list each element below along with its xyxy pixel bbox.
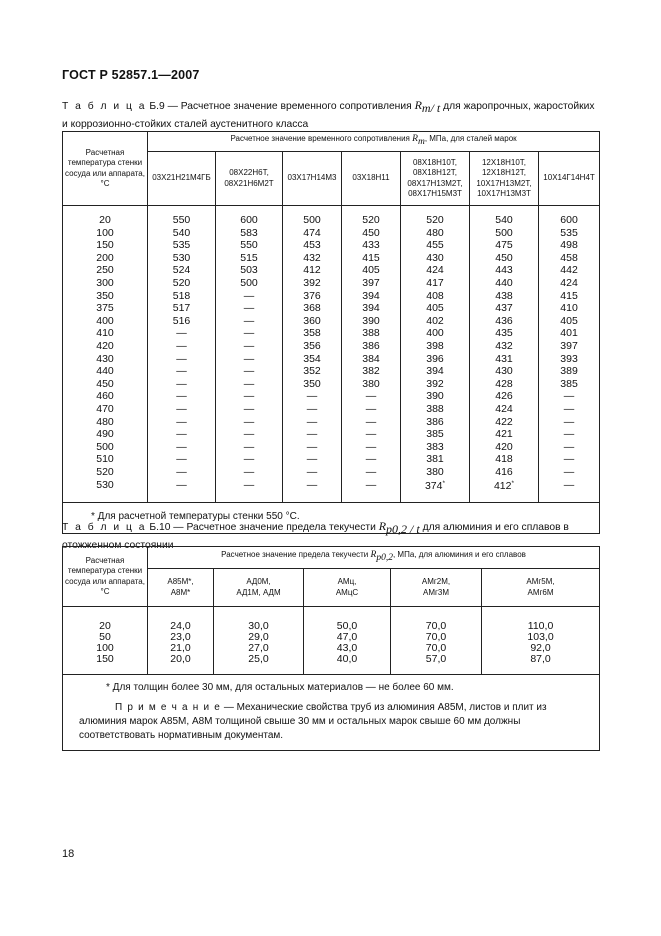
value-cell: —	[148, 327, 216, 340]
table-row	[63, 441, 600, 454]
value-cell: 420	[470, 441, 539, 454]
value-cell: 27,0	[214, 643, 304, 654]
value-cell: 540	[470, 214, 539, 227]
value-cell: 500	[216, 277, 283, 290]
value-cell: 400	[401, 327, 470, 340]
value-cell: —	[216, 416, 283, 429]
table-b10-note: П р и м е ч а н и е — Механические свойства труб из алюминия А85М, листов и плит из алюминия марок А85М, А8М толщиной свыше 30 мм и остальных марок свыше 60 мм должны соответствовать нормативным документам.	[79, 702, 547, 741]
value-cell: —	[539, 403, 600, 416]
value-cell: 600	[539, 214, 600, 227]
temperature-cell: 20	[63, 214, 148, 227]
value-cell: 517	[148, 302, 216, 315]
value-cell: 442	[539, 264, 600, 277]
value-cell: 424	[470, 403, 539, 416]
temperature-cell: 440	[63, 365, 148, 378]
value-cell: —	[342, 403, 401, 416]
value-cell: 23,0	[148, 632, 214, 643]
caption-subscript: m/ t	[421, 101, 441, 116]
value-cell: 390	[342, 315, 401, 328]
table-b9-footnote: * Для расчетной температуры стенки 550 °С.	[63, 503, 600, 534]
table-row	[63, 239, 600, 252]
caption-number: Б.10	[149, 522, 171, 533]
value-cell: 390	[401, 390, 470, 403]
value-cell: 405	[539, 315, 600, 328]
temperature-cell: 420	[63, 340, 148, 353]
value-cell: 388	[401, 403, 470, 416]
value-cell: 417	[401, 277, 470, 290]
group-header: Расчетное значение предела текучести $R_{p0,2}$, МПа, для алюминия и его сплавов	[148, 547, 600, 569]
temperature-cell: 300	[63, 277, 148, 290]
value-cell: —	[148, 403, 216, 416]
value-cell: 394	[342, 302, 401, 315]
value-cell: 350	[283, 378, 342, 391]
value-cell: —	[216, 390, 283, 403]
value-cell: 418	[470, 453, 539, 466]
temperature-cell: 490	[63, 428, 148, 441]
table-row	[63, 264, 600, 277]
value-cell: 402	[401, 315, 470, 328]
value-cell: 440	[470, 277, 539, 290]
value-cell: 480	[401, 227, 470, 240]
caption-text: — Расчетное значение временного сопротивления	[167, 101, 412, 112]
value-cell: 43,0	[304, 643, 391, 654]
value-cell: —	[539, 453, 600, 466]
value-cell: 21,0	[148, 643, 214, 654]
steel-header: 08Х18Н10Т, 08Х18Н12Т, 08Х17Н13М2Т, 08Х17Н15М3Т	[401, 152, 470, 206]
value-cell: —	[342, 390, 401, 403]
value-cell: 386	[342, 340, 401, 353]
value-cell: —	[148, 378, 216, 391]
value-cell: 389	[539, 365, 600, 378]
value-cell: 405	[401, 302, 470, 315]
value-cell: —	[216, 378, 283, 391]
value-cell: 435	[470, 327, 539, 340]
temperature-cell: 480	[63, 416, 148, 429]
value-cell: —	[283, 441, 342, 454]
value-cell: 422	[470, 416, 539, 429]
value-cell: 455	[401, 239, 470, 252]
steel-header: 08Х22Н6Т, 08Х21Н6М2Т	[216, 152, 283, 206]
value-cell: 600	[216, 214, 283, 227]
alloy-header: АМг2М, АМг3М	[391, 569, 482, 607]
table-row	[63, 252, 600, 265]
value-cell: —	[539, 390, 600, 403]
table-row	[63, 378, 600, 391]
value-cell: 384	[342, 353, 401, 366]
value-cell: 401	[539, 327, 600, 340]
value-cell: 415	[539, 290, 600, 303]
value-cell: 87,0	[482, 654, 600, 665]
temperature-cell: 150	[63, 654, 148, 665]
value-cell: 70,0	[391, 643, 482, 654]
value-cell: —	[148, 466, 216, 479]
value-cell: 540	[148, 227, 216, 240]
value-cell: 352	[283, 365, 342, 378]
temperature-cell: 100	[63, 227, 148, 240]
value-cell: 415	[342, 252, 401, 265]
value-cell: 397	[539, 340, 600, 353]
table-row	[63, 365, 600, 378]
value-cell: —	[148, 340, 216, 353]
value-cell: —	[342, 416, 401, 429]
alloy-header: А85М*, А8М*	[148, 569, 214, 607]
value-cell: 374*	[401, 478, 470, 493]
value-cell: 70,0	[391, 621, 482, 632]
value-cell: 50,0	[304, 621, 391, 632]
value-cell: —	[539, 428, 600, 441]
table-row	[63, 315, 600, 328]
table-b9-caption	[62, 98, 600, 132]
value-cell: 385	[401, 428, 470, 441]
temperature-cell: 150	[63, 239, 148, 252]
value-cell: 356	[283, 340, 342, 353]
value-cell: 383	[401, 441, 470, 454]
value-cell: —	[216, 453, 283, 466]
table-row	[63, 416, 600, 429]
value-cell: 428	[470, 378, 539, 391]
value-cell: —	[216, 340, 283, 353]
value-cell: 424	[401, 264, 470, 277]
caption-symbol: R	[378, 519, 387, 533]
value-cell: 393	[539, 353, 600, 366]
temperature-header: Расчетная температура стенки сосуда или аппарата, °С	[63, 132, 148, 206]
temperature-cell: 450	[63, 378, 148, 391]
value-cell: —	[148, 390, 216, 403]
value-cell: 360	[283, 315, 342, 328]
value-cell: 520	[148, 277, 216, 290]
temperature-cell: 430	[63, 353, 148, 366]
temperature-cell: 200	[63, 252, 148, 265]
table-row	[63, 340, 600, 353]
value-cell: 40,0	[304, 654, 391, 665]
value-cell: 376	[283, 290, 342, 303]
value-cell: 450	[470, 252, 539, 265]
caption-symbol: R	[414, 98, 422, 112]
value-cell: 518	[148, 290, 216, 303]
value-cell: —	[148, 441, 216, 454]
value-cell: 432	[283, 252, 342, 265]
value-cell: 443	[470, 264, 539, 277]
value-cell: 92,0	[482, 643, 600, 654]
steel-header: 03Х18Н11	[342, 152, 401, 206]
value-cell: —	[148, 416, 216, 429]
value-cell: 385	[539, 378, 600, 391]
table-row	[63, 302, 600, 315]
value-cell: —	[539, 416, 600, 429]
value-cell: —	[148, 478, 216, 493]
value-cell: 368	[283, 302, 342, 315]
temperature-cell: 375	[63, 302, 148, 315]
value-cell: 386	[401, 416, 470, 429]
value-cell: 515	[216, 252, 283, 265]
value-cell: 475	[470, 239, 539, 252]
value-cell: 550	[148, 214, 216, 227]
value-cell: —	[342, 478, 401, 493]
table-row	[63, 403, 600, 416]
value-cell: 430	[470, 365, 539, 378]
value-cell: —	[148, 353, 216, 366]
value-cell: 405	[342, 264, 401, 277]
value-cell: —	[148, 453, 216, 466]
value-cell: —	[216, 290, 283, 303]
value-cell: —	[283, 390, 342, 403]
value-cell: —	[539, 478, 600, 493]
caption-text-end: для алюминия и его сплавов в отожженном состоянии	[62, 522, 569, 552]
value-cell: 410	[539, 302, 600, 315]
value-cell: —	[342, 441, 401, 454]
value-cell: 380	[401, 466, 470, 479]
table-row	[63, 478, 600, 493]
value-cell: 535	[148, 239, 216, 252]
value-cell: 408	[401, 290, 470, 303]
caption-number: Б.9	[149, 101, 165, 112]
temperature-cell: 50	[63, 632, 148, 643]
value-cell: 358	[283, 327, 342, 340]
value-cell: 431	[470, 353, 539, 366]
value-cell: 516	[148, 315, 216, 328]
value-cell: 424	[539, 277, 600, 290]
value-cell: 412*	[470, 478, 539, 493]
value-cell: —	[283, 403, 342, 416]
value-cell: 381	[401, 453, 470, 466]
value-cell: 474	[283, 227, 342, 240]
caption-text: — Расчетное значение предела текучести	[173, 522, 376, 533]
table-row	[63, 353, 600, 366]
value-cell: 503	[216, 264, 283, 277]
value-cell: 20,0	[148, 654, 214, 665]
value-cell: —	[216, 327, 283, 340]
value-cell: 24,0	[148, 621, 214, 632]
value-cell: —	[283, 428, 342, 441]
temperature-cell: 400	[63, 315, 148, 328]
table-row	[63, 390, 600, 403]
value-cell: —	[216, 315, 283, 328]
temperature-header: Расчетная температура стенки сосуда или аппарата, °С	[63, 547, 148, 607]
value-cell: 397	[342, 277, 401, 290]
value-cell: 530	[148, 252, 216, 265]
value-cell: 354	[283, 353, 342, 366]
table-row	[63, 428, 600, 441]
alloy-header: АД0М, АД1М, АДМ	[214, 569, 304, 607]
table-row	[63, 466, 600, 479]
value-cell: 500	[470, 227, 539, 240]
value-cell: —	[342, 428, 401, 441]
steel-header: 03Х17Н14М3	[283, 152, 342, 206]
temperature-cell: 510	[63, 453, 148, 466]
value-cell: 433	[342, 239, 401, 252]
value-cell: 500	[283, 214, 342, 227]
value-cell: —	[216, 466, 283, 479]
value-cell: —	[342, 453, 401, 466]
value-cell: —	[342, 466, 401, 479]
caption-text-end: для жаропрочных, жаростойких и коррозионно-стойких сталей аустенитного класса	[62, 101, 595, 131]
value-cell: —	[283, 478, 342, 493]
value-cell: 47,0	[304, 632, 391, 643]
value-cell: 498	[539, 239, 600, 252]
value-cell: —	[283, 416, 342, 429]
alloy-header: АМц, АМцС	[304, 569, 391, 607]
value-cell: —	[283, 453, 342, 466]
temperature-cell: 350	[63, 290, 148, 303]
table-row	[63, 227, 600, 240]
temperature-cell: 500	[63, 441, 148, 454]
value-cell: —	[148, 428, 216, 441]
value-cell: 437	[470, 302, 539, 315]
value-cell: —	[539, 466, 600, 479]
value-cell: 392	[283, 277, 342, 290]
value-cell: —	[539, 441, 600, 454]
temperature-cell: 530	[63, 478, 148, 493]
temperature-cell: 520	[63, 466, 148, 479]
steel-header: 12Х18Н10Т, 12Х18Н12Т, 10Х17Н13М2Т, 10Х17Н13М3Т	[470, 152, 539, 206]
value-cell: 436	[470, 315, 539, 328]
value-cell: 416	[470, 466, 539, 479]
value-cell: 394	[342, 290, 401, 303]
table-row	[63, 621, 600, 632]
value-cell: 103,0	[482, 632, 600, 643]
value-cell: —	[216, 441, 283, 454]
temperature-cell: 470	[63, 403, 148, 416]
value-cell: 394	[401, 365, 470, 378]
caption-prefix: Т а б л и ц а	[62, 101, 147, 112]
value-cell: 412	[283, 264, 342, 277]
table-b10-notes	[63, 675, 600, 751]
value-cell: —	[216, 353, 283, 366]
value-cell: —	[216, 478, 283, 493]
table-b10-footnote: * Для толщин более 30 мм, для остальных материалов — не более 60 мм.	[106, 682, 454, 693]
value-cell: —	[216, 428, 283, 441]
table-row	[63, 453, 600, 466]
value-cell: 524	[148, 264, 216, 277]
value-cell: 30,0	[214, 621, 304, 632]
value-cell: 453	[283, 239, 342, 252]
table-row	[63, 214, 600, 227]
value-cell: 520	[401, 214, 470, 227]
value-cell: 421	[470, 428, 539, 441]
value-cell: 438	[470, 290, 539, 303]
steel-header: 03Х21Н21М4ГБ	[148, 152, 216, 206]
caption-prefix: Т а б л и ц а	[62, 522, 147, 533]
steel-header: 10Х14Г14Н4Т	[539, 152, 600, 206]
page-number: 18	[62, 848, 75, 860]
value-cell: 70,0	[391, 632, 482, 643]
temperature-cell: 250	[63, 264, 148, 277]
group-header: Расчетное значение временного сопротивления $R_m$, МПа, для сталей марок	[148, 132, 600, 152]
alloy-header: АМг5М, АМг6М	[482, 569, 600, 607]
value-cell: 426	[470, 390, 539, 403]
value-cell: 398	[401, 340, 470, 353]
value-cell: 450	[342, 227, 401, 240]
table-b10	[62, 546, 600, 751]
value-cell: 535	[539, 227, 600, 240]
table-row	[63, 632, 600, 643]
value-cell: 110,0	[482, 621, 600, 632]
value-cell: 520	[342, 214, 401, 227]
value-cell: 432	[470, 340, 539, 353]
value-cell: 458	[539, 252, 600, 265]
temperature-cell: 410	[63, 327, 148, 340]
value-cell: 396	[401, 353, 470, 366]
value-cell: 25,0	[214, 654, 304, 665]
temperature-cell: 460	[63, 390, 148, 403]
value-cell: —	[216, 302, 283, 315]
value-cell: 380	[342, 378, 401, 391]
table-row	[63, 290, 600, 303]
value-cell: —	[283, 466, 342, 479]
temperature-cell: 100	[63, 643, 148, 654]
value-cell: 382	[342, 365, 401, 378]
document-header: ГОСТ Р 52857.1—2007	[62, 68, 200, 82]
value-cell: 583	[216, 227, 283, 240]
value-cell: —	[216, 403, 283, 416]
table-row	[63, 327, 600, 340]
table-row	[63, 277, 600, 290]
value-cell: 392	[401, 378, 470, 391]
value-cell: —	[148, 365, 216, 378]
temperature-cell: 20	[63, 621, 148, 632]
table-row	[63, 643, 600, 654]
value-cell: —	[216, 365, 283, 378]
value-cell: 430	[401, 252, 470, 265]
caption-subscript: p0,2 / t	[386, 522, 420, 537]
value-cell: 550	[216, 239, 283, 252]
value-cell: 29,0	[214, 632, 304, 643]
table-row	[63, 654, 600, 665]
value-cell: 57,0	[391, 654, 482, 665]
value-cell: 388	[342, 327, 401, 340]
